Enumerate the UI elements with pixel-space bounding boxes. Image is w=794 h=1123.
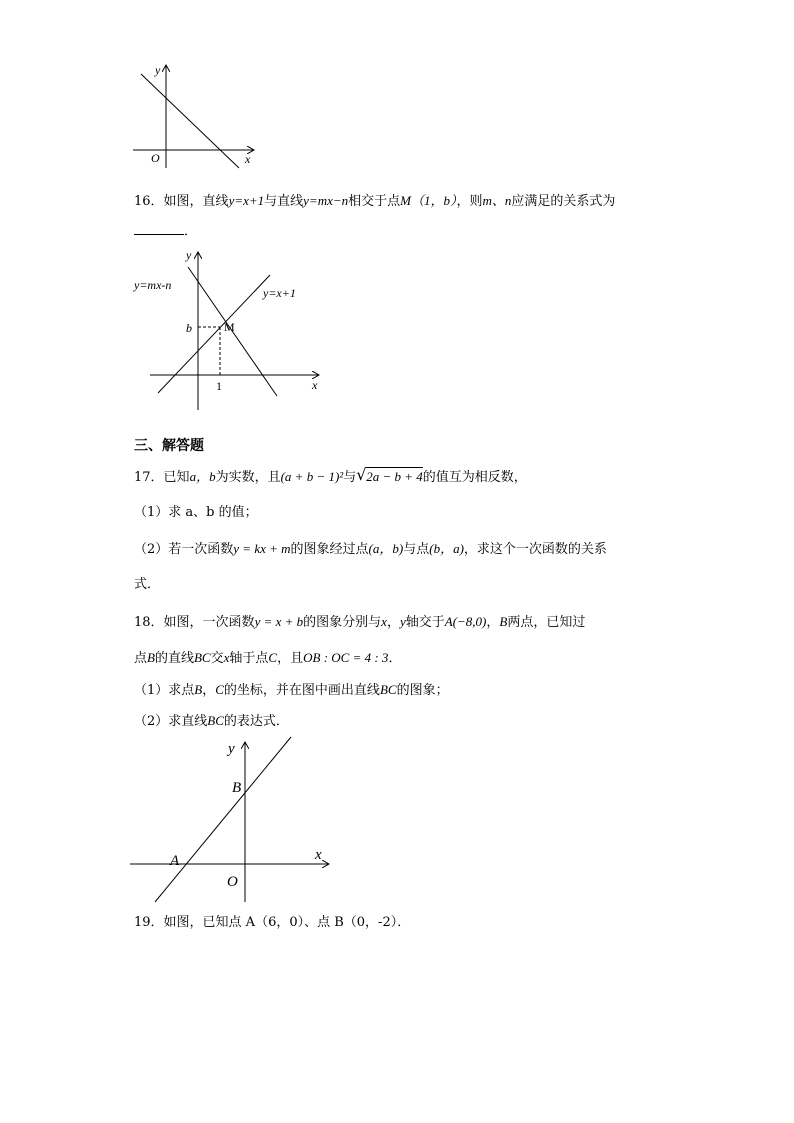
question-17: 17．已知a，b为实数，且(a + b − 1)²与 √ 2a − b + 4的值互为相反数， bbox=[134, 465, 527, 485]
graph-line bbox=[155, 737, 291, 902]
question-17-part1: （1）求 a、b 的值； bbox=[134, 505, 258, 520]
b-label: b bbox=[186, 321, 192, 335]
x-axis-label: x bbox=[315, 847, 322, 863]
x-axis-label: x bbox=[245, 152, 251, 166]
origin-label: O bbox=[227, 874, 238, 890]
line-label-mx-n: y=mx-n bbox=[134, 278, 172, 292]
x-axis-label: x bbox=[312, 378, 318, 392]
question-18-part1: （1）求点B，C的坐标，并在图中画出直线BC的图象； bbox=[134, 682, 449, 698]
point-m-label: M bbox=[224, 320, 235, 334]
question-18-line2: 点B的直线BC交x轴于点C，且OB : OC = 4 : 3． bbox=[134, 650, 402, 666]
figure-q15 bbox=[125, 60, 265, 175]
y-axis-label: y bbox=[228, 741, 235, 757]
question-16: 16．如图，直线y=x+1与直线y=mx−n相交于点M（1，b），则m、n应满足的关系式为 bbox=[134, 193, 616, 209]
sqrt-expression: √ 2a − b + 4 bbox=[356, 465, 423, 484]
y-axis-label: y bbox=[186, 248, 192, 262]
point-b-label: B bbox=[232, 780, 242, 796]
answer-blank[interactable] bbox=[134, 222, 184, 235]
line-label-x-plus-1: y=x+1 bbox=[263, 286, 296, 300]
answer-blank-16: ． bbox=[134, 222, 197, 241]
question-17-part2: （2）若一次函数y = kx + m的图象经过点(a，b)与点(b，a)，求这个一次函数的关系 bbox=[134, 541, 607, 557]
origin-label: O bbox=[151, 151, 160, 165]
question-18-part2: （2）求直线BC的表达式． bbox=[134, 713, 289, 729]
section-title: 三、解答题 bbox=[134, 438, 204, 454]
question-18: 18．如图，一次函数y = x + b的图象分别与x，y轴交于A(−8,0)，B两点，已知过 bbox=[134, 614, 586, 630]
tick-1-label: 1 bbox=[216, 379, 222, 393]
figure-q18 bbox=[125, 735, 340, 905]
question-19: 19．如图，已知点 A（6，0）、点 B（0，-2）． bbox=[134, 915, 411, 930]
y-axis-label: y bbox=[155, 63, 161, 77]
question-17-part2-cont: 式． bbox=[134, 577, 161, 592]
point-a-label: A bbox=[170, 853, 180, 869]
figure-q16 bbox=[130, 245, 330, 415]
